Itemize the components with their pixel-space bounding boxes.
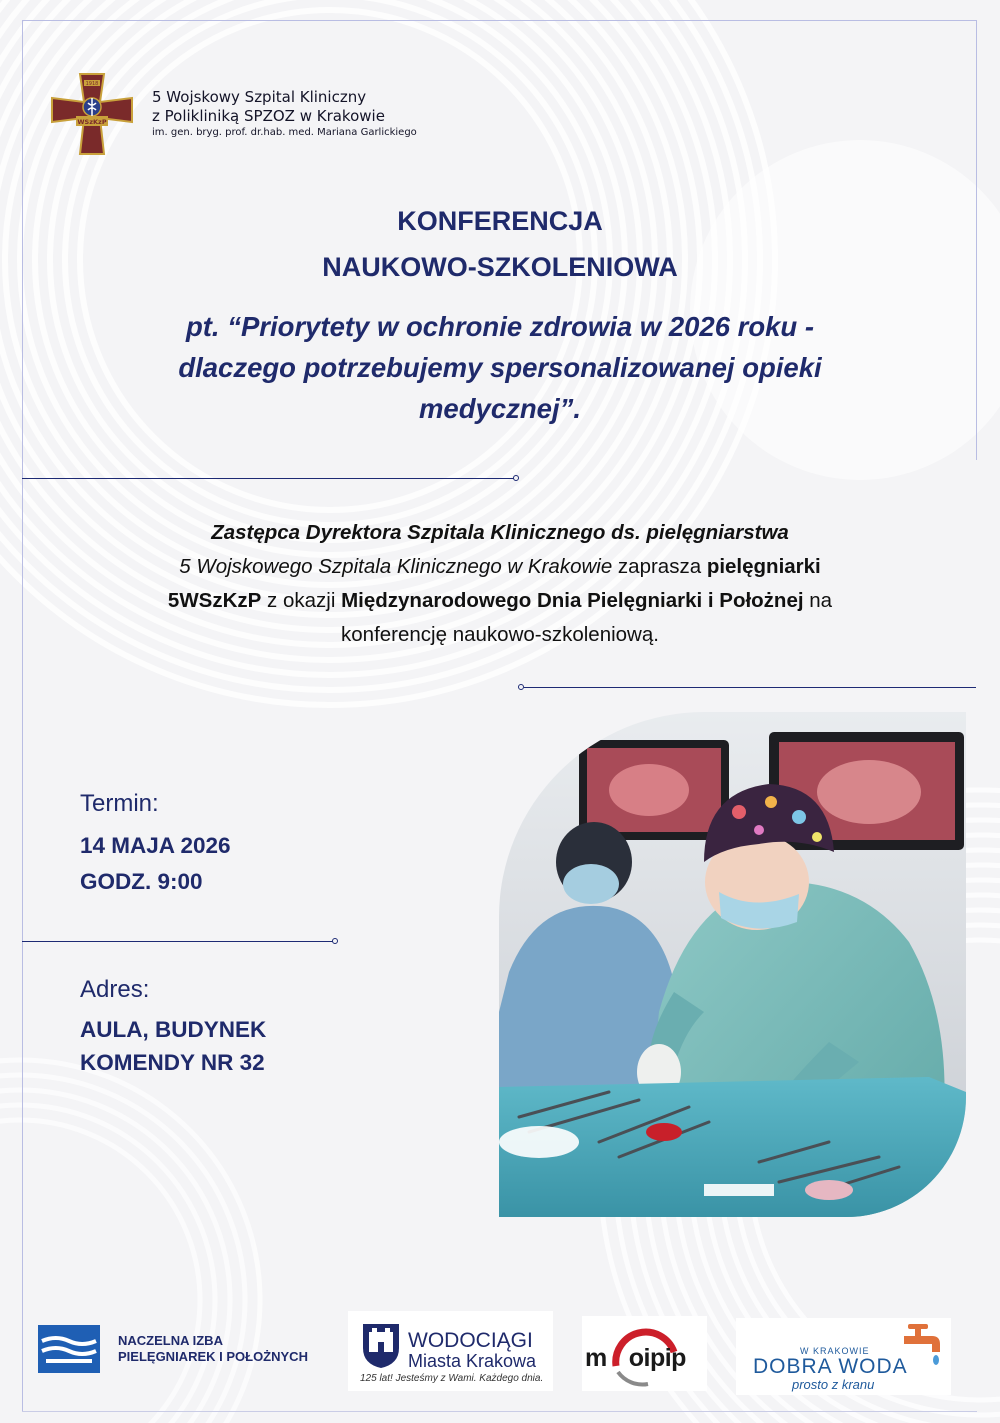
nipip-logo-icon — [38, 1325, 100, 1373]
address-line2: KOMENDY NR 32 — [80, 1050, 265, 1075]
divider-dot — [332, 938, 338, 944]
wodociagi-tagline: 125 lat! Jesteśmy z Wami. Każdego dnia. — [360, 1373, 544, 1384]
conference-title-line2: NAUKOWO-SZKOLENIOWA — [322, 252, 678, 282]
address-label: Adres: — [80, 976, 150, 1003]
dobra-woda-title: DOBRA WODA — [753, 1355, 908, 1378]
nipip-line2: PIELĘGNIAREK I POŁOŻNYCH — [118, 1349, 308, 1364]
nipip-name — [118, 1333, 308, 1365]
invitation-line1: Zastępca Dyrektora Szpitala Klinicznego ds. pielęgniarstwa — [211, 521, 789, 544]
dobra-woda-city: W KRAKOWIE — [800, 1346, 870, 1356]
conference-subtitle — [120, 306, 880, 429]
wodociagi-subtitle: Miasta Krakowa — [408, 1351, 537, 1371]
invitation-line4: konferencję naukowo-szkoleniową. — [341, 623, 659, 646]
address-line1: AULA, BUDYNEK — [80, 1017, 267, 1042]
frame-line-top — [22, 20, 977, 21]
hospital-name — [152, 88, 417, 140]
divider-line — [22, 941, 334, 942]
invitation-invites: zaprasza — [612, 555, 707, 578]
oipip-rest: oipip — [628, 1344, 686, 1372]
subtitle-line2: dlaczego potrzebujemy spersonalizowanej opieki — [178, 352, 822, 383]
invitation-day: Międzynarodowego Dnia Pielęgniarki i Położnej — [341, 589, 804, 612]
subtitle-line1: pt. “Priorytety w ochronie zdrowia w 2026 roku - — [185, 311, 815, 342]
frame-line-bottom — [22, 1411, 977, 1412]
divider-dot — [513, 475, 519, 481]
emblem-text: WSzKzP — [77, 118, 107, 126]
invitation-org: 5WSzKzP — [167, 589, 262, 612]
invitation-occasion: z okazji — [261, 589, 342, 612]
term-label: Termin: — [80, 790, 159, 817]
event-date: 14 MAJA 2026 — [80, 833, 231, 858]
invitation-nurses: pielęgniarki — [706, 555, 821, 578]
hospital-patron: im. gen. bryg. prof. dr.hab. med. Mariana Garlickiego — [152, 127, 417, 138]
hospital-name-line2: z Polikliniką SPZOZ w Krakowie — [152, 107, 385, 125]
divider-line — [524, 687, 976, 688]
hospital-name-line1: 5 Wojskowy Szpital Kliniczny — [152, 88, 367, 106]
dobra-woda-tagline: prosto z kranu — [792, 1377, 875, 1392]
invitation-hospital: 5 Wojskowego Szpitala Klinicznego w Krakowie — [179, 555, 613, 578]
surgery-photo-illustration — [499, 712, 966, 1217]
subtitle-line3: medycznej”. — [418, 393, 581, 424]
oipip-logo-text — [585, 1344, 686, 1373]
invitation-to: na — [803, 589, 833, 612]
divider-line — [22, 478, 515, 479]
hospital-emblem-icon — [50, 72, 134, 156]
krakow-crest-icon — [360, 1318, 402, 1370]
wodociagi-title: WODOCIĄGI — [408, 1329, 533, 1352]
surgery-photo — [499, 712, 966, 1217]
nipip-line1: NACZELNA IZBA — [118, 1333, 223, 1348]
invitation-text — [80, 516, 920, 652]
event-time: GODZ. 9:00 — [80, 869, 203, 894]
emblem-year: 1918 — [85, 81, 99, 87]
oipip-m: m — [585, 1344, 607, 1372]
conference-title — [0, 198, 1000, 290]
conference-title-line1: KONFERENCJA — [397, 206, 603, 236]
